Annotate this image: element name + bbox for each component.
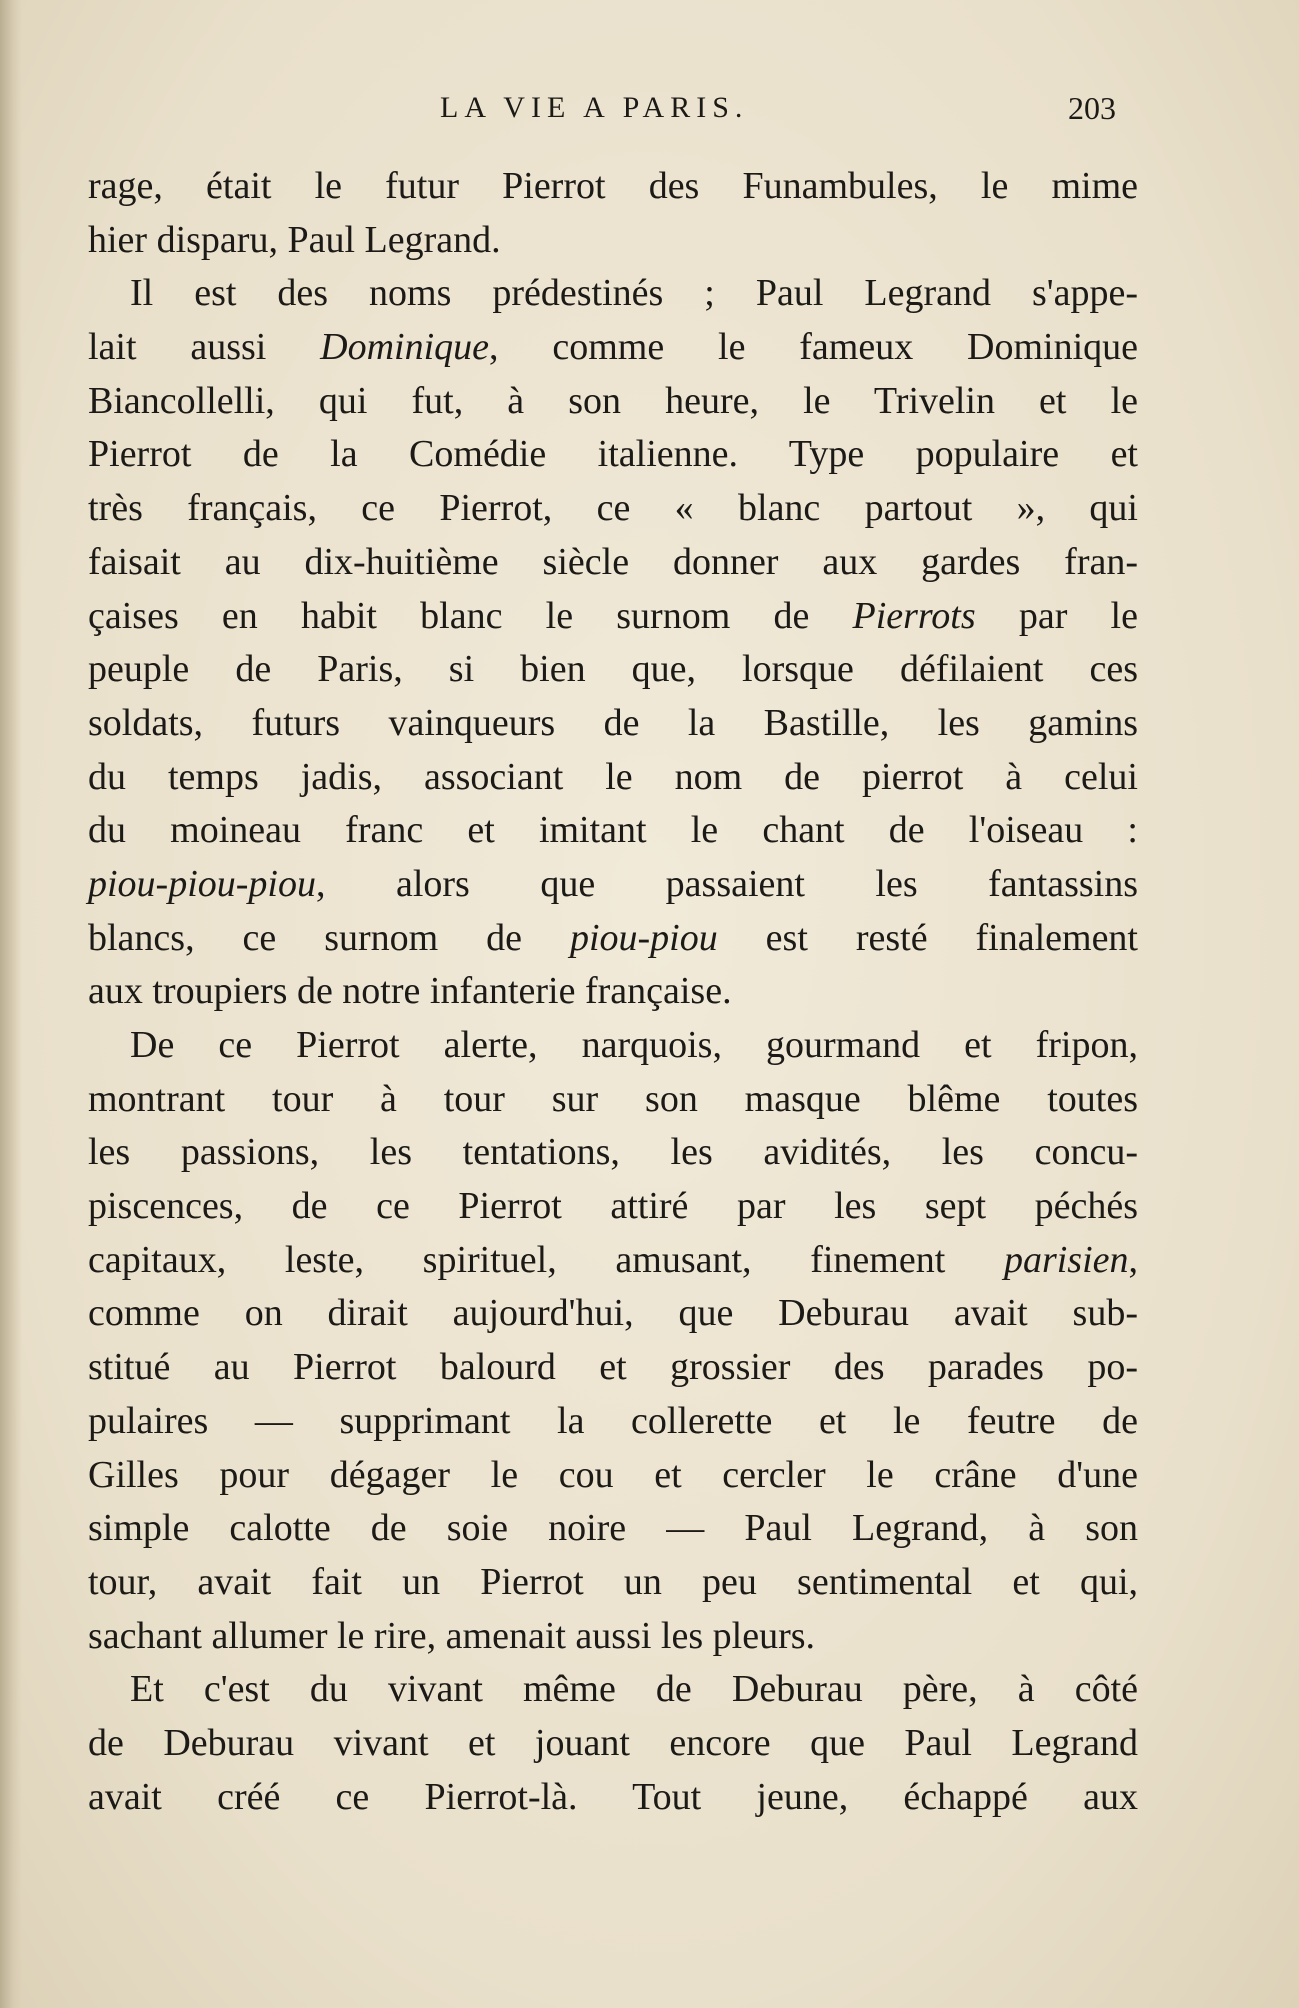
text-line: [88, 965, 1138, 1019]
text-run: , comme le fameux Dominique: [489, 326, 1138, 369]
text-line: [88, 1395, 1138, 1449]
text-run: comme on dirait aujourd'hui, que Deburau avait sub-: [88, 1292, 1138, 1335]
text-line: [88, 751, 1138, 805]
text-run: faisait au dix-huitième siècle donner aux gardes fran-: [88, 540, 1138, 583]
text-run: lait aussi: [88, 326, 321, 369]
text-run: rage, était le futur Pierrot des Funambules, le mime: [88, 165, 1138, 207]
italic-text: Pierrots: [852, 594, 976, 637]
text-run: , alors que passaient les fantassins: [315, 862, 1138, 905]
text-run: blancs, ce surnom de: [88, 916, 570, 959]
text-run: Pierrot de la Comédie italienne. Type populaire et: [88, 433, 1138, 476]
italic-text: Dominique: [320, 326, 490, 369]
text-run: De ce Pierrot alerte, narquois, gourmand et fripon,: [130, 1024, 1138, 1066]
text-line: [88, 1341, 1138, 1395]
text-line: [88, 912, 1138, 966]
text-line: [88, 643, 1138, 697]
text-line: [88, 1234, 1138, 1288]
text-run: piscences, de ce Pierrot attiré par les sept péchés: [88, 1185, 1138, 1228]
text-line: [88, 804, 1138, 858]
text-run: Biancollelli, qui fut, à son heure, le Trivelin et le: [88, 379, 1138, 422]
text-run: capitaux, leste, spirituel, amusant, finement: [88, 1238, 1004, 1281]
text-line: [88, 375, 1138, 429]
text-run: peuple de Paris, si bien que, lorsque défilaient ces: [88, 648, 1138, 691]
text-run: très français, ce Pierrot, ce « blanc partout », qui: [88, 487, 1138, 530]
text-line: [88, 1663, 1138, 1717]
text-run: Il est des noms prédestinés ; Paul Legrand s'appe-: [130, 272, 1138, 315]
text-run: montrant tour à tour sur son masque blême toutes: [88, 1077, 1138, 1120]
text-line: [88, 1502, 1138, 1556]
text-line: [88, 697, 1138, 751]
running-title: LA VIE A PARIS.: [440, 91, 749, 124]
text-run: pulaires — supprimant la collerette et le feutre de: [88, 1399, 1138, 1442]
text-line: [88, 858, 1138, 912]
text-run: est resté finalement: [717, 916, 1138, 959]
text-line: [88, 1556, 1138, 1610]
text-line: [88, 321, 1138, 375]
text-run: simple calotte de soie noire — Paul Legrand, à son: [88, 1507, 1138, 1550]
body-text: [88, 160, 1138, 1824]
text-line: [88, 1180, 1138, 1234]
text-run: du moineau franc et imitant le chant de l'oiseau :: [88, 809, 1138, 852]
text-run: stitué au Pierrot balourd et grossier des parades po-: [88, 1346, 1138, 1389]
spine-shadow: [0, 0, 22, 2008]
text-run: çaises en habit blanc le surnom de: [88, 594, 853, 637]
text-run: hier disparu, Paul Legrand.: [88, 218, 501, 261]
text-run: par le: [975, 594, 1138, 637]
text-line: [88, 214, 1138, 268]
text-run: du temps jadis, associant le nom de pierrot à celui: [88, 755, 1138, 798]
text-line: [88, 1073, 1138, 1127]
italic-text: piou-piou-piou: [88, 862, 316, 905]
text-line: [88, 1717, 1138, 1771]
text-run: aux troupiers de notre infanterie française.: [88, 970, 732, 1013]
page-number: 203: [1068, 90, 1116, 126]
text-run: avait créé ce Pierrot-là. Tout jeune, échappé aux: [88, 1775, 1138, 1818]
text-run: sachant allumer le rire, amenait aussi les pleurs.: [88, 1614, 816, 1657]
text-line: [88, 428, 1138, 482]
text-line: [88, 1287, 1138, 1341]
text-line: [88, 1126, 1138, 1180]
text-line: [88, 482, 1138, 536]
text-run: soldats, futurs vainqueurs de la Bastille, les gamins: [88, 701, 1138, 744]
text-run: tour, avait fait un Pierrot un peu sentimental et qui,: [88, 1560, 1138, 1603]
text-line: [88, 160, 1138, 214]
text-run: Gilles pour dégager le cou et cercler le crâne d'une: [88, 1453, 1138, 1496]
text-run: Et c'est du vivant même de Deburau père, à côté: [130, 1668, 1138, 1711]
text-line: [88, 1019, 1138, 1073]
text-line: [88, 1610, 1138, 1664]
text-line: [88, 590, 1138, 644]
text-line: [88, 536, 1138, 590]
running-head: [0, 88, 1299, 128]
text-line: [88, 1449, 1138, 1503]
text-run: les passions, les tentations, les avidités, les concu-: [88, 1131, 1138, 1174]
italic-text: piou-piou: [569, 916, 718, 959]
text-line: [88, 1771, 1138, 1825]
text-run: ,: [1128, 1238, 1138, 1281]
text-line: [88, 267, 1138, 321]
text-run: de Deburau vivant et jouant encore que Paul Legrand: [88, 1721, 1138, 1764]
italic-text: parisien: [1003, 1238, 1129, 1281]
